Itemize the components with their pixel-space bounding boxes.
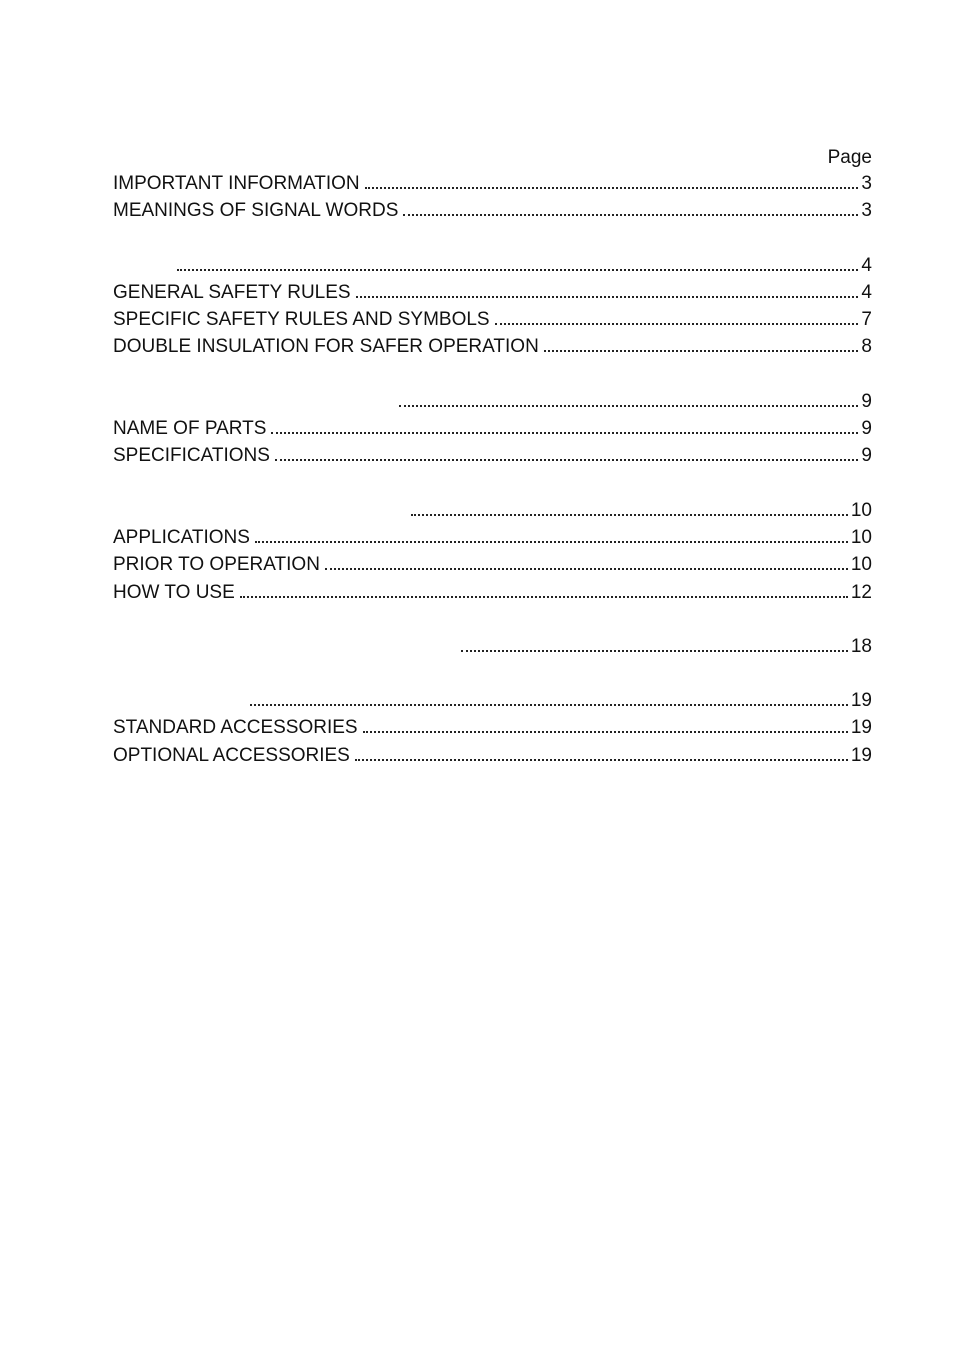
dot-leader — [411, 514, 848, 516]
toc-entry-title: DOUBLE INSULATION FOR SAFER OPERATION — [113, 336, 539, 358]
toc-entry — [113, 554, 872, 581]
dot-leader — [250, 704, 848, 706]
toc-entry-page: 10 — [850, 554, 872, 576]
dot-leader — [240, 596, 848, 598]
dot-leader — [355, 759, 848, 761]
dot-leader — [461, 650, 848, 652]
toc-entry — [113, 336, 872, 363]
dot-leader — [399, 405, 858, 407]
dot-leader — [356, 296, 859, 298]
section-spacer — [113, 228, 872, 255]
dot-leader — [325, 568, 848, 570]
toc-entry-title: PRIOR TO OPERATION — [113, 554, 320, 576]
section-heading-page: 18 — [850, 635, 872, 657]
section-heading-row — [113, 391, 872, 418]
toc-entry-page: 9 — [861, 445, 872, 467]
toc-entry-title: HOW TO USE — [113, 581, 235, 603]
toc-entry — [113, 445, 872, 472]
toc-entry-page: 19 — [850, 744, 872, 766]
dot-leader — [365, 187, 859, 189]
toc-entry — [113, 745, 872, 772]
section-heading-row — [113, 690, 872, 717]
section-heading-row — [113, 636, 872, 663]
section-spacer — [113, 364, 872, 391]
toc-entry-title: SPECIFICATIONS — [113, 445, 270, 467]
page-column-heading: Page — [827, 147, 872, 168]
toc-entry-title: IMPORTANT INFORMATION — [113, 173, 360, 194]
toc-entry — [113, 200, 872, 227]
dot-leader — [255, 541, 848, 543]
toc-entry-title: STANDARD ACCESSORIES — [113, 717, 358, 739]
section-heading-page: 10 — [850, 499, 872, 521]
dot-leader — [403, 214, 858, 216]
dot-leader — [271, 432, 858, 434]
dot-leader — [177, 269, 858, 271]
section-heading-row — [113, 500, 872, 527]
section-heading-page: 19 — [850, 690, 872, 712]
toc-entry-title: GENERAL SAFETY RULES — [113, 281, 351, 303]
toc-entry-title: MEANINGS OF SIGNAL WORDS — [113, 200, 399, 222]
toc-entry — [113, 309, 872, 336]
toc-entry-title: SPECIFIC SAFETY RULES AND SYMBOLS — [113, 309, 490, 331]
table-of-contents — [113, 146, 872, 772]
toc-entry-title: APPLICATIONS — [113, 526, 250, 548]
toc-entry-title: OPTIONAL ACCESSORIES — [113, 744, 350, 766]
dot-leader — [495, 323, 859, 325]
toc-entry — [113, 527, 872, 554]
toc-entry-page: 4 — [861, 281, 872, 303]
dot-leader — [275, 459, 858, 461]
toc-entry-title: NAME OF PARTS — [113, 418, 267, 440]
section-heading-page: 4 — [861, 254, 872, 276]
toc-entry — [113, 418, 872, 445]
section-heading-row — [113, 255, 872, 282]
toc-entry-page: 8 — [861, 336, 872, 358]
toc-entry — [113, 717, 872, 744]
toc-entry — [113, 173, 872, 200]
dot-leader — [363, 731, 848, 733]
toc-entry-page: 9 — [861, 418, 872, 440]
toc-entry — [113, 582, 872, 609]
section-spacer — [113, 663, 872, 690]
section-heading-page: 9 — [861, 390, 872, 412]
toc-entry-page: 3 — [861, 200, 872, 222]
toc-entry-page: 10 — [850, 526, 872, 548]
toc-entry-page: 3 — [861, 173, 872, 194]
toc-entry-page: 19 — [850, 717, 872, 739]
toc-entry-page: 7 — [861, 309, 872, 331]
section-spacer — [113, 609, 872, 636]
toc-entry-page: 12 — [850, 581, 872, 603]
dot-leader — [544, 350, 859, 352]
section-spacer — [113, 473, 872, 500]
toc-entry — [113, 282, 872, 309]
